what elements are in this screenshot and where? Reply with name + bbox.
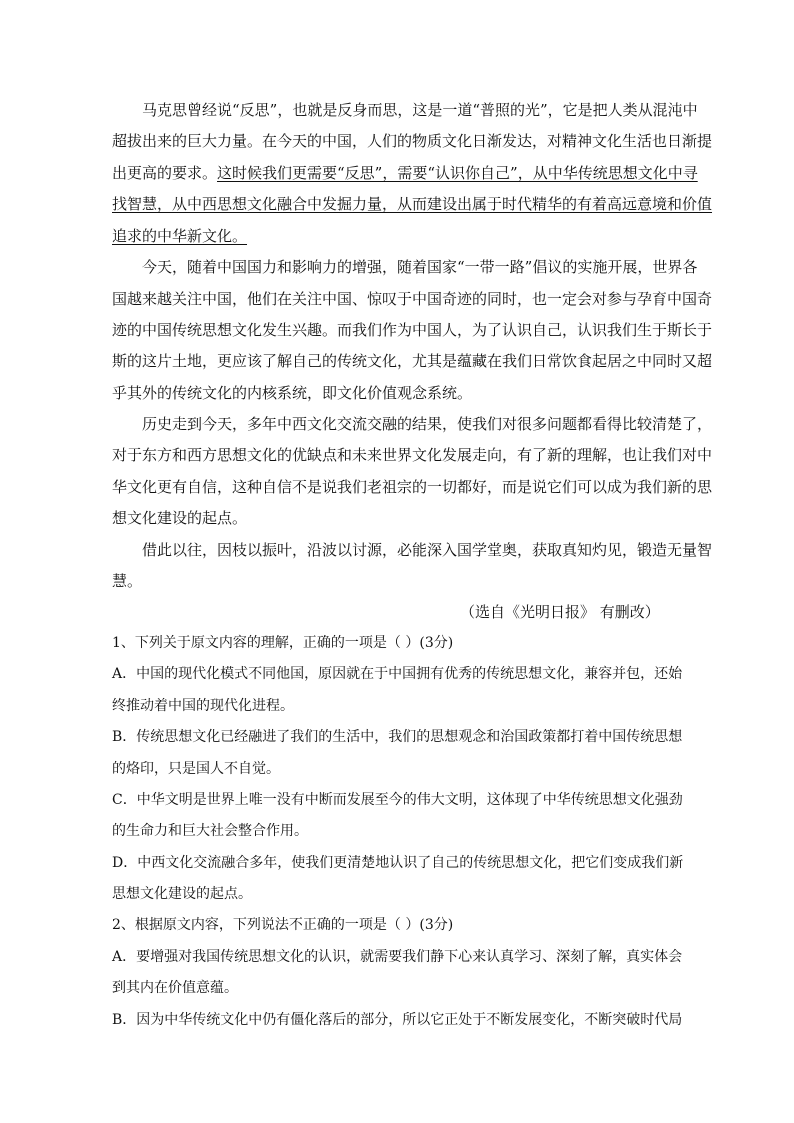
question-1-option-a: 终推动着中国的现代化进程。 bbox=[112, 698, 294, 714]
passage-p1-line bbox=[112, 164, 698, 182]
question-1-option-b: 的烙印，只是国人不自觉。 bbox=[112, 761, 280, 777]
question-1-option-d: 思想文化建设的起点。 bbox=[112, 886, 252, 902]
passage-p2-line: 今天，随着中国国力和影响力的增强，随着国家“一带一路”倡议的实施开展，世界各 bbox=[142, 258, 698, 276]
passage-p2-line: 迹的中国传统思想文化发生兴趣。而我们作为中国人，为了认识自己，认识我们生于斯长于 bbox=[112, 321, 713, 339]
question-1-option-c: 的生命力和巨大社会整合作用。 bbox=[112, 823, 308, 839]
passage-p2-line: 乎其外的传统文化的内核系统，即文化价值观念系统。 bbox=[112, 384, 473, 402]
passage-p2-line: 斯的这片土地，更应该了解自己的传统文化，尤其是蕴藏在我们日常饮食起居之中同时又超 bbox=[112, 352, 713, 370]
source-citation: （选自《光明日报》 有删改） bbox=[460, 603, 660, 621]
passage-p4-line: 借此以往，因枝以振叶，沿波以讨源，必能深入国学堂奥，获取真知灼见，锻造无量智 bbox=[142, 541, 713, 559]
question-2-option-a: A．要增强对我国传统思想文化的认识，就需要我们静下心来认真学习、深刻了解，真实体会 bbox=[112, 949, 683, 965]
underlined-passage-text: 找智慧，从中西思想文化融合中发掘力量，从而建设出属于时代精华的有着高远意境和价值 bbox=[112, 195, 713, 213]
question-1-option-d: D．中西文化交流融合多年，使我们更清楚地认识了自己的传统思想文化，把它们变成我们新 bbox=[112, 855, 684, 871]
passage-p2-line: 国越来越关注中国，他们在关注中国、惊叹于中国奇迹的同时，也一定会对参与孕育中国奇 bbox=[112, 290, 713, 308]
question-1-option-c: C．中华文明是世界上唯一没有中断而发展至今的伟大文明，这体现了中华传统思想文化强劲 bbox=[112, 792, 683, 808]
passage-p3-line: 历史走到今天，多年中西文化交流交融的结果，使我们对很多问题都看得比较清楚了， bbox=[142, 415, 713, 433]
question-2-option-b: B．因为中华传统文化中仍有僵化落后的部分，所以它正处于不断发展变化，不断突破时代局 bbox=[112, 1012, 683, 1028]
question-1-option-a: A．中国的现代化模式不同他国，原因就在于中国拥有优秀的传统思想文化，兼容并包，还始 bbox=[112, 666, 683, 682]
question-2-option-a: 到其内在价值意蕴。 bbox=[112, 980, 238, 996]
passage-p4-line: 慧。 bbox=[112, 572, 143, 590]
passage-p1-plain-text: 出更高的要求。 bbox=[112, 164, 218, 182]
passage-p1-line: 马克思曾经说“反思”，也就是反身而思，这是一道“普照的光”，它是把人类从混沌中 bbox=[142, 101, 698, 119]
underlined-passage-text: 追求的中华新文化。 bbox=[112, 227, 248, 245]
question-1-stem: 1、下列关于原文内容的理解，正确的一项是（ ）(3分) bbox=[112, 635, 454, 651]
question-2-stem: 2、根据原文内容，下列说法不正确的一项是（ ）(3分) bbox=[112, 917, 454, 933]
passage-p3-line: 对于东方和西方思想文化的优缺点和未来世界文化发展走向，有了新的理解，也让我们对中 bbox=[112, 446, 713, 464]
passage-p3-line: 华文化更有自信，这种自信不是说我们老祖宗的一切都好，而是说它们可以成为我们新的思 bbox=[112, 478, 713, 496]
underlined-passage-text: 这时候我们更需要“反思”，需要“认识你自己”，从中华传统思想文化中寻 bbox=[217, 164, 698, 182]
question-1-option-b: B．传统思想文化已经融进了我们的生活中，我们的思想观念和治国政策都打着中国传统思想 bbox=[112, 729, 683, 745]
passage-p1-line: 超拔出来的巨大力量。在今天的中国，人们的物质文化日渐发达，对精神文化生活也日渐提 bbox=[112, 132, 713, 150]
passage-p3-line: 想文化建设的起点。 bbox=[112, 509, 248, 527]
